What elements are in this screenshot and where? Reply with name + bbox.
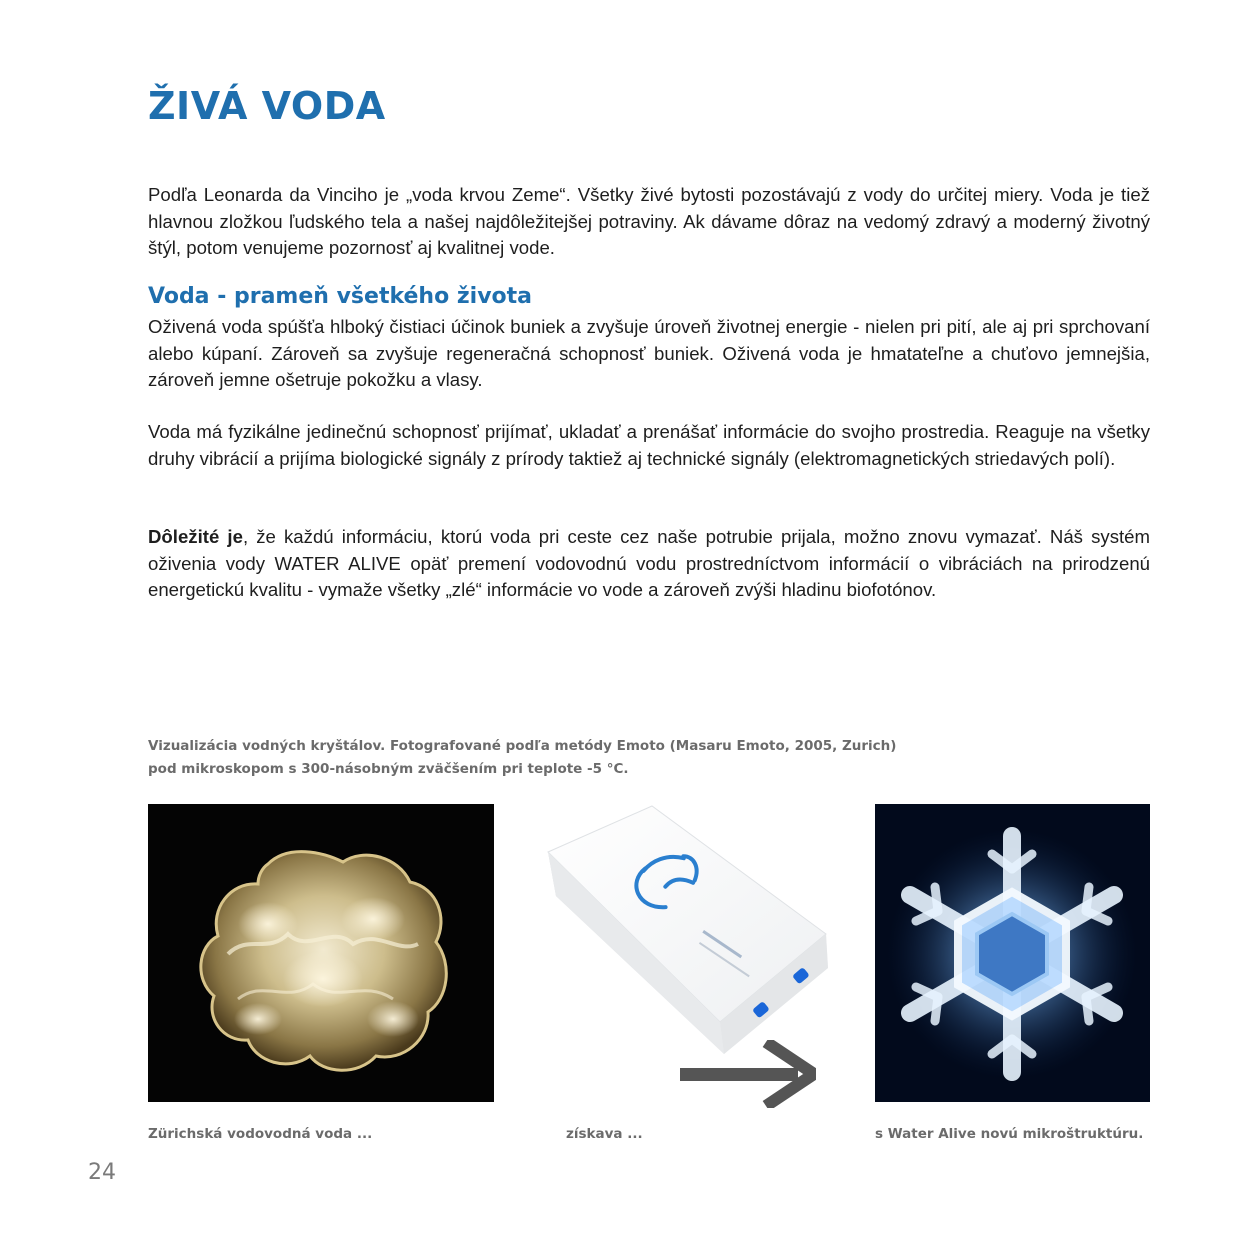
caption-line-2: pod mikroskopom s 300-násobným zväčšením pri teplote -5 °C.: [148, 761, 629, 777]
figure-caption: [148, 735, 896, 781]
paragraph-1: Oživená voda spúšťa hlboký čistiaci účinok buniek a zvyšuje úroveň životnej energie - nielen pri pití, ale aj pri sprchovaní alebo kúpaní. Zároveň sa zvyšuje regeneračná schopnosť buniek. Oživená voda je hmatateľne a chuťovo jemnejšia, zároveň jemne ošetruje pokožku a vlasy.: [148, 316, 1150, 390]
snowflake-crystal-photo: [875, 804, 1150, 1102]
section-heading: Voda - prameň všetkého života: [148, 284, 533, 309]
label-water-alive-result: s Water Alive novú mikroštruktúru.: [875, 1126, 1144, 1142]
paragraph-2: Voda má fyzikálne jedinečnú schopnosť prijímať, ukladať a prenášať informácie do svojho prostredia. Reaguje na všetky druhy vibrácií a prijíma biologické signály z prírody taktiež aj technické signály (elektromagnetických striedavých polí).: [148, 421, 1150, 469]
caption-line-1: Vizualizácia vodných kryštálov. Fotografované podľa metódy Emoto (Masaru Emoto, 2005, Zurich): [148, 738, 897, 754]
paragraph-3: [148, 524, 1150, 604]
label-gains: získava ...: [566, 1126, 643, 1142]
page-title: ŽIVÁ VODA: [148, 84, 386, 128]
label-tap-water: Zürichská vodovodná voda ...: [148, 1126, 373, 1142]
arrow-right-icon: [680, 1040, 816, 1108]
page-number: 24: [88, 1160, 116, 1185]
tap-water-crystal-photo: [148, 804, 494, 1102]
paragraph-3-emphasis: Dôležité je: [148, 526, 243, 547]
paragraph-3-text: , že každú informáciu, ktorú voda pri ceste cez naše potrubie prijala, možno znovu vymazať. Náš systém oživenia vody WATER ALIVE opäť premení vodovodnú vodu prostredníctvom informácií o vibráciách na prirodzenú energetickú kvalitu - vymaže všetky „zlé“ informácie vo vode a zároveň zvýši hladinu biofotónov.: [148, 526, 1150, 600]
intro-paragraph: Podľa Leonarda da Vinciho je „voda krvou Zeme“. Všetky živé bytosti pozostávajú z vody do určitej miery. Voda je tiež hlavnou zložkou ľudského tela a našej najdôležitejšej potraviny. Ak dávame dôraz na vedomý zdravý a moderný životný štýl, potom venujeme pozornosť aj kvalitnej vode.: [148, 184, 1150, 258]
